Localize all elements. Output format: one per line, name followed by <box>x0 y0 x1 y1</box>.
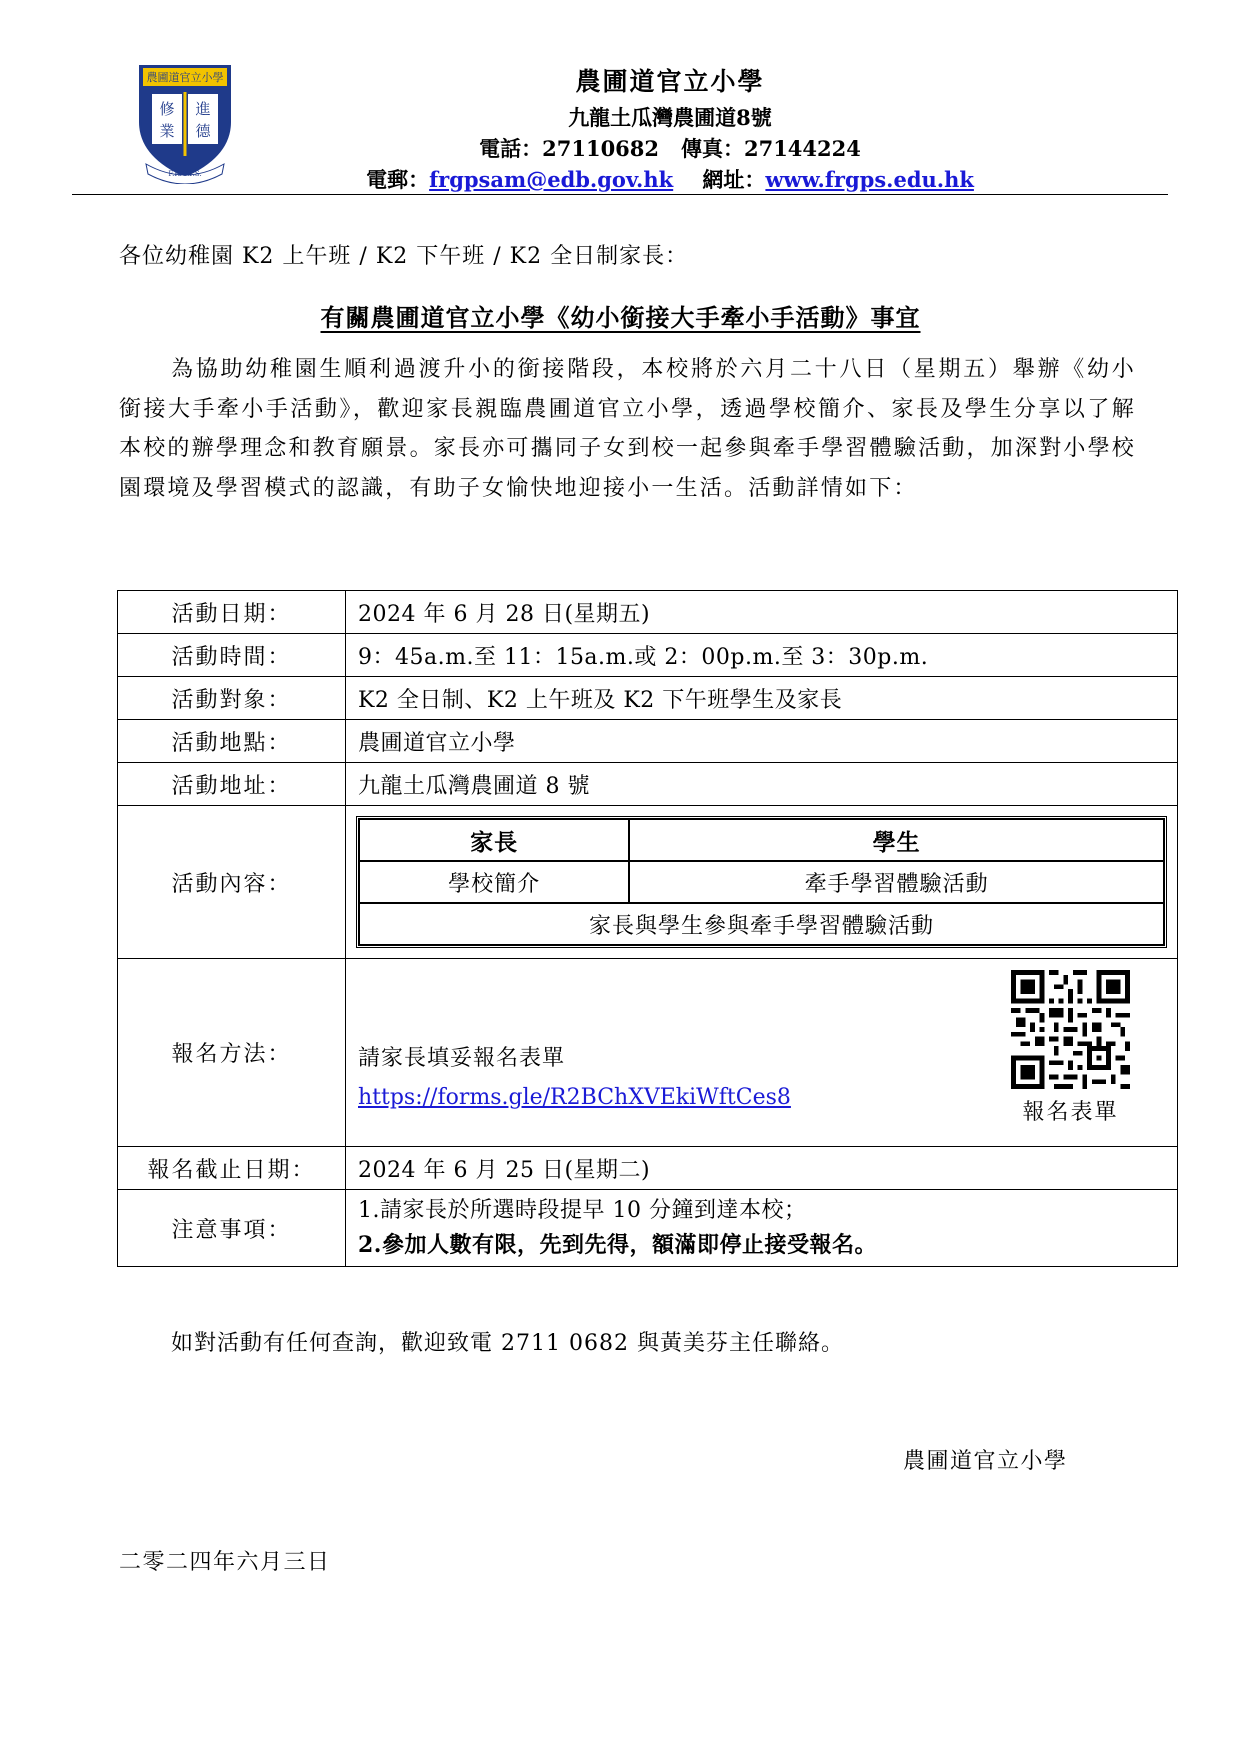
notes-label: 注意事項： <box>118 1190 346 1267</box>
row-value: 2024 年 6 月 28 日(星期五) <box>346 591 1178 634</box>
svg-text:業: 業 <box>159 122 175 140</box>
registration-cell <box>346 959 1178 1147</box>
row-value: K2 全日制、K2 上午班及 K2 下午班學生及家長 <box>346 677 1178 720</box>
row-value: 9：45a.m.至 11：15a.m.或 2：00p.m.至 3：30p.m. <box>346 634 1178 677</box>
row-label: 活動日期： <box>118 591 346 634</box>
student-item: 牽手學習體驗活動 <box>629 861 1164 903</box>
registration-label: 報名方法： <box>118 959 346 1147</box>
row-label: 活動對象： <box>118 677 346 720</box>
svg-text:進: 進 <box>195 100 211 118</box>
crest-top-text: 農圃道官立小學 <box>146 71 224 84</box>
enquiry-line: 如對活動有任何查詢，歡迎致電 2711 0682 與黃美芬主任聯絡。 <box>171 1331 844 1356</box>
row-label: 活動時間： <box>118 634 346 677</box>
content-subtable <box>356 816 1167 948</box>
intro-paragraph: 為協助幼稚園生順利過渡升小的銜接階段，本校將於六月二十八日（星期五）舉辦《幼小銜接大手牽小手活動》，歡迎家長親臨農圃道官立小學，透過學校簡介、家長及學生分享以了解本校的辦學理念和教育願景。家長亦可攜同子女到校一起參與牽手學習體驗活動，加深對小學校園環境及學習模式的認識，有助子女愉快地迎接小一生活。活動詳情如下： <box>119 357 1136 501</box>
parent-header: 家長 <box>359 819 629 861</box>
contact-email-web: 電郵：frgpsam@edb.gov.hk 網址：www.frgps.edu.hk <box>366 167 974 192</box>
tel-number: 27110682 <box>542 136 660 161</box>
header-divider <box>72 194 1168 195</box>
registration-text: 請家長填妥報名表單 <box>358 1046 566 1071</box>
row-value: 農圃道官立小學 <box>346 720 1178 763</box>
contact-phone-fax: 電話：27110682 傳真：27144224 <box>479 136 861 161</box>
qr-caption: 報名表單 <box>1022 1100 1119 1125</box>
svg-text:德: 德 <box>195 122 211 140</box>
note-1: 1.請家長於所選時段提早 10 分鐘到達本校； <box>358 1198 807 1223</box>
joint-item: 家長與學生參與牽手學習體驗活動 <box>359 903 1164 945</box>
parent-item: 學校簡介 <box>359 861 629 903</box>
table-row-notes <box>118 1190 1178 1267</box>
svg-text:修: 修 <box>159 100 175 118</box>
website-link[interactable]: www.frgps.edu.hk <box>765 167 974 192</box>
table-row <box>118 591 1178 634</box>
row-label: 活動地點： <box>118 720 346 763</box>
row-label: 活動地址： <box>118 763 346 806</box>
table-row-deadline <box>118 1147 1178 1190</box>
table-row <box>118 677 1178 720</box>
table-row-registration <box>118 959 1178 1147</box>
row-value: 九龍土瓜灣農圃道 8 號 <box>346 763 1178 806</box>
table-row <box>118 763 1178 806</box>
student-header: 學生 <box>629 819 1164 861</box>
table-row <box>118 720 1178 763</box>
note-2: 2.參加人數有限，先到先得，額滿即停止接受報名。 <box>358 1232 877 1258</box>
salutation: 各位幼稚園 K2 上午班 / K2 下午班 / K2 全日制家長： <box>119 244 689 269</box>
email-link[interactable]: frgpsam@edb.gov.hk <box>429 167 674 192</box>
deadline-label: 報名截止日期： <box>118 1147 346 1190</box>
content-label: 活動內容： <box>118 806 346 959</box>
crest-ribbon-text: F.R.G.P.S. <box>168 170 202 178</box>
school-crest-logo <box>138 64 232 184</box>
signature: 農圃道官立小學 <box>903 1449 1068 1474</box>
notes-cell <box>346 1190 1178 1267</box>
school-name: 農圃道官立小學 <box>575 67 765 96</box>
deadline-value: 2024 年 6 月 25 日(星期二) <box>346 1147 1178 1190</box>
activity-details-table <box>117 590 1178 1267</box>
content-cell <box>346 806 1178 959</box>
registration-link[interactable]: https://forms.gle/R2BChXVEkiWftCes8 <box>358 1085 791 1110</box>
qr-code-icon[interactable] <box>1011 970 1130 1089</box>
letter-date: 二零二四年六月三日 <box>119 1550 331 1575</box>
letter-title: 有關農圃道官立小學《幼小銜接大手牽小手活動》事宜 <box>320 303 921 332</box>
table-row <box>118 634 1178 677</box>
school-address: 九龍土瓜灣農圃道8號 <box>568 105 772 130</box>
fax-number: 27144224 <box>743 136 861 161</box>
table-row-content <box>118 806 1178 959</box>
